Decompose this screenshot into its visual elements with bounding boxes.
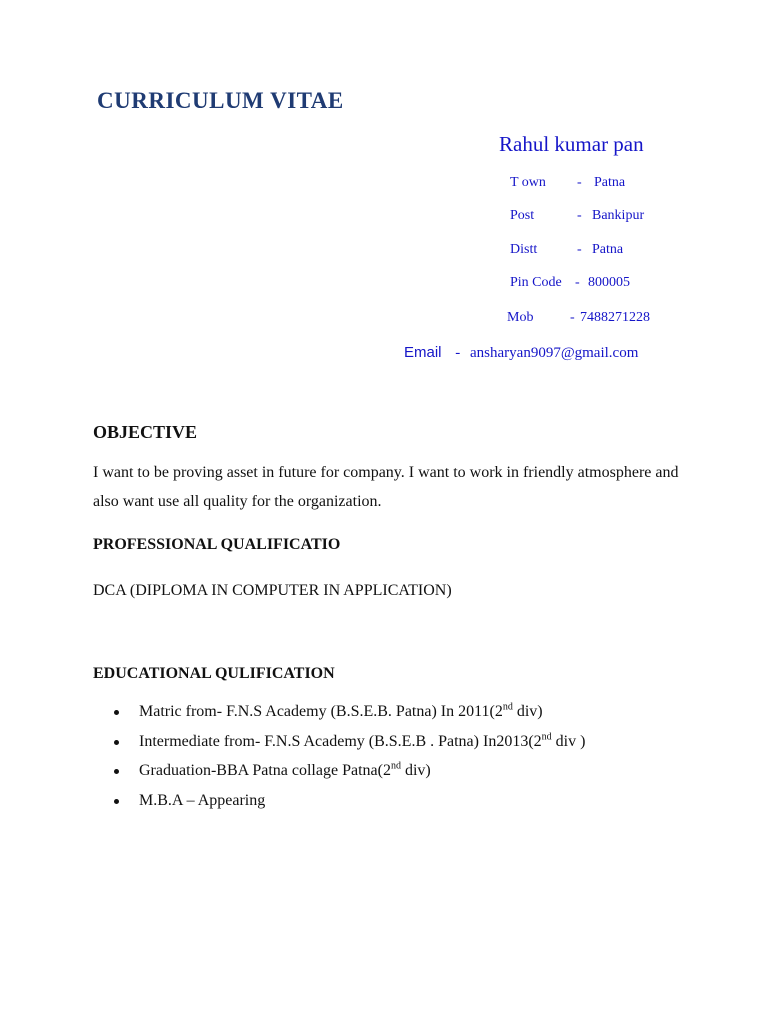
education-entry: M.B.A – Appearing (139, 791, 266, 809)
contact-label: Pin Code (510, 275, 562, 290)
contact-sep: - (577, 242, 582, 257)
candidate-name: Rahul kumar pan (499, 132, 644, 156)
objective-heading: OBJECTIVE (93, 422, 198, 442)
contact-label: Distt (510, 242, 538, 257)
contact-sep: - (575, 275, 580, 290)
education-entry: Intermediate from- F.N.S Academy (B.S.E.B . Patna) In2013(2nd div ) (139, 731, 586, 750)
professional-heading: PROFESSIONAL QUALIFICATIO (93, 536, 341, 553)
contact-value: Bankipur (592, 208, 645, 223)
contact-label: Post (510, 208, 535, 223)
contact-sep: - (577, 208, 582, 223)
email-address[interactable]: ansharyan9097@gmail.com (470, 345, 639, 361)
contact-sep: - (570, 310, 575, 325)
bullet-icon (114, 799, 119, 804)
bullet-icon (114, 740, 119, 745)
objective-text: I want to be proving asset in future for company. I want to work in friendly atmosphere and also want use all quality for the organization. (93, 464, 679, 510)
contact-value: 7488271228 (580, 310, 650, 325)
education-entry: Matric from- F.N.S Academy (B.S.E.B. Patna) In 2011(2nd div) (139, 701, 543, 720)
professional-text: DCA (DIPLOMA IN COMPUTER IN APPLICATION) (93, 582, 452, 599)
email-sep: - (455, 345, 461, 361)
contact-label: Mob (507, 310, 534, 325)
contact-value: Patna (592, 242, 624, 257)
email-label: Email (404, 344, 442, 361)
bullet-icon (114, 769, 119, 774)
email-row (404, 344, 638, 362)
contact-value: Patna (594, 175, 626, 190)
bullet-icon (114, 710, 119, 715)
contact-value: 800005 (588, 275, 630, 290)
educational-heading: EDUCATIONAL QULIFICATION (93, 665, 335, 682)
education-entry: Graduation-BBA Patna collage Patna(2nd div) (139, 760, 431, 779)
contact-sep: - (577, 175, 582, 190)
cv-title: CURRICULUM VITAE (97, 88, 344, 113)
contact-label: T own (510, 175, 546, 190)
